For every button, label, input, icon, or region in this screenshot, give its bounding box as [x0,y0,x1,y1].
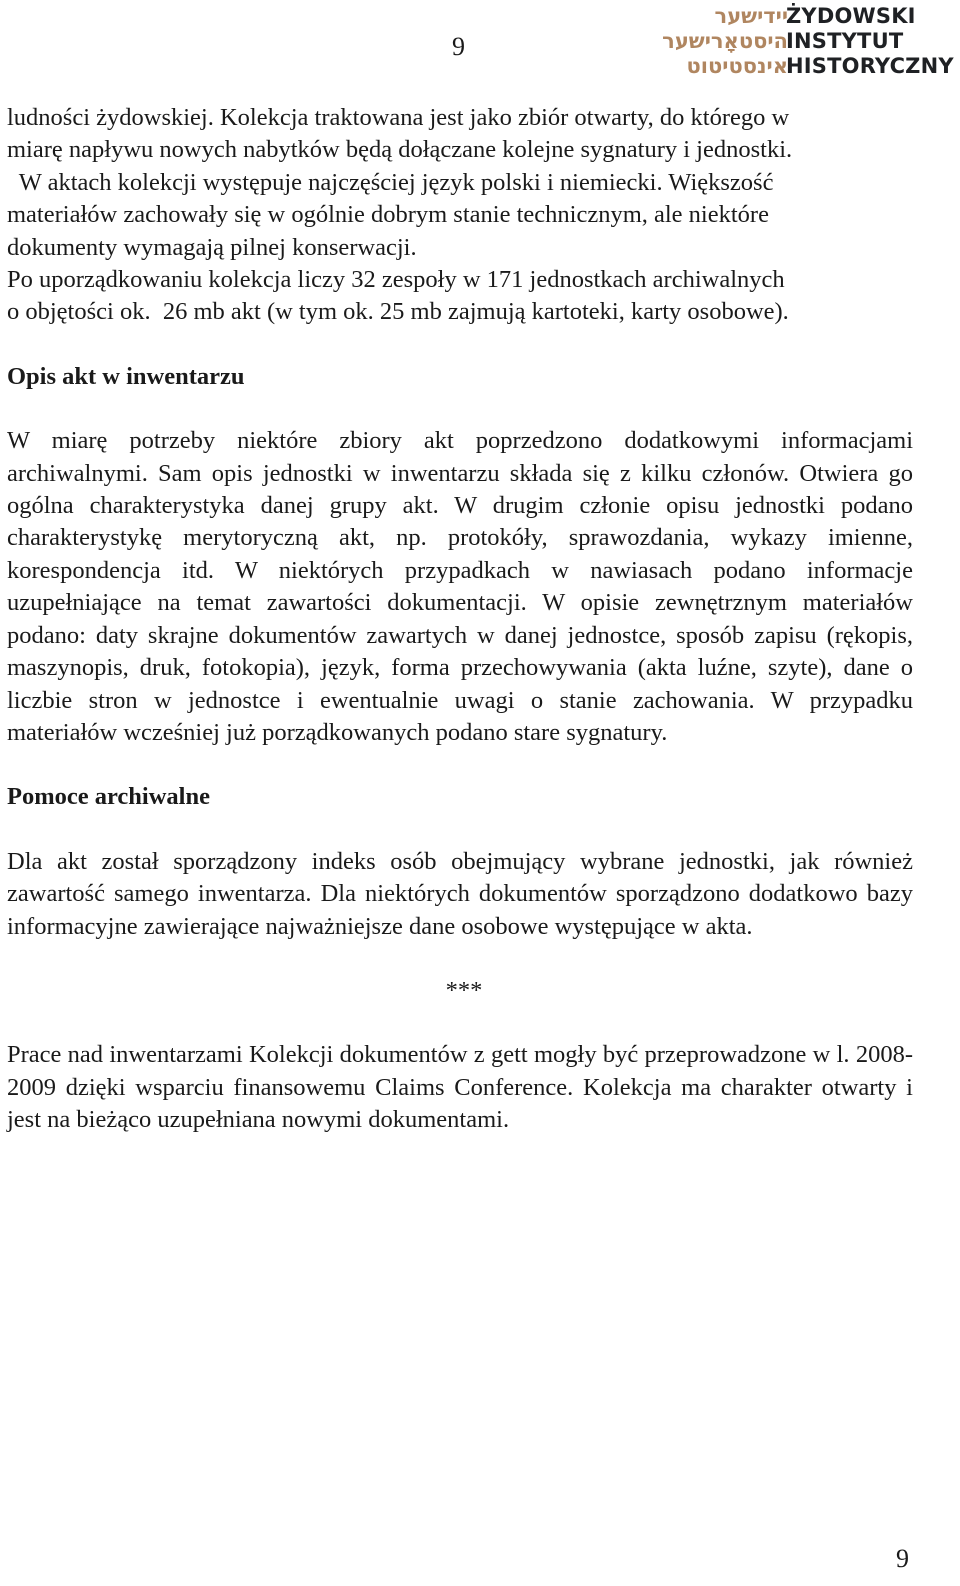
institute-logo [620,4,956,80]
intro-line: Po uporządkowaniu kolekcja liczy 32 zespoły w 171 jednostkach archiwalnych [7,266,785,294]
logo-hebrew-line-2: היסטאָרישער [662,29,788,53]
closing-paragraph: Prace nad inwentarzami Kolekcji dokumentów z gett mogły być przeprowadzone w l. 2008-2009 dzięki wsparciu finansowemu Claims Conference. Kolekcja ma charakter otwarty i jest na bieżąco uzupełniana nowymi dokumentami. [7,1041,913,1134]
logo-latin-line-2: INSTYTUT [786,29,904,53]
logo-latin-line-3: HISTORYCZNY [786,54,954,78]
intro-line: miarę napływu nowych nabytków będą dołączane kolejne sygnatury i jednostki. [7,136,793,164]
intro-line: W aktach kolekcji występuje najczęściej język polski i niemiecki. Większość [7,168,774,196]
opis-paragraph: W miarę potrzeby niektóre zbiory akt poprzedzono dodatkowymi informacjami archiwalnymi. Sam opis jednostki w inwentarzu składa się z kilku członów. Otwiera go ogólna charakterystyka danej grupy akt. W drugim członie opisu jednostki podano charakterystykę merytoryczną akt, np. protokóły, sprawozdania, wykazy imienne, korespondencja itd. W niektórych przypadkach w nawiasach podano informacje uzupełniające na temat zawartości dokumentacji. W opisie zewnętrznym materiałów podano: daty skrajne dokumentów zawartych w danej jednostce, sposób zapisu (rękopis, maszynopis, druk, fotokopia), język, forma przechowywania (akta luźne, szyte), dane o liczbie stron w jednostce i ewentualnie uwagi o stanie zachowania. W przypadku materiałów wcześniej już porządkowanych podano stare sygnatury. [7,427,913,746]
document-body [7,102,913,1137]
logo-hebrew-line-1: יידישער [714,4,788,28]
section-separator: *** [445,976,483,1004]
section-heading-opis: Opis akt w inwentarzu [7,362,245,390]
intro-line: materiałów zachowały się w ogólnie dobrym stanie technicznym, ale niektóre [7,201,769,229]
page-number-bottom: 9 [896,1544,909,1573]
section-heading-pomoce: Pomoce archiwalne [7,783,210,811]
logo-latin-line-1: ŻYDOWSKI [786,4,916,28]
intro-line: ludności żydowskiej. Kolekcja traktowana jest jako zbiór otwarty, do którego w [7,104,790,131]
intro-line: dokumenty wymagają pilnej konserwacji. [7,233,417,261]
intro-paragraph [7,102,913,329]
logo-hebrew-line-3: אינסטיטוט [686,54,788,78]
pomoce-paragraph: Dla akt został sporządzony indeks osób obejmujący wybrane jednostki, jak również zawartość samego inwentarza. Dla niektórych dokumentów sporządzono dodatkowo bazy informacyjne zawierające najważniejsze dane osobowe występujące w akta. [7,847,913,940]
intro-line: o objętości ok. 26 mb akt (w tym ok. 25 mb zajmują kartoteki, karty osobowe). [7,298,789,326]
page-number-top: 9 [452,32,465,61]
